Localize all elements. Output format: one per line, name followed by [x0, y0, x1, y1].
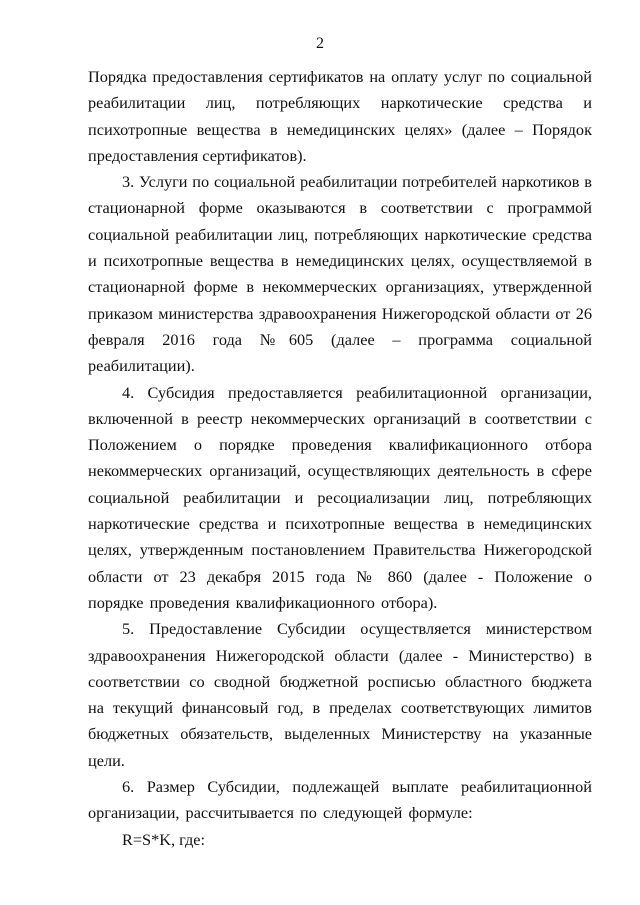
paragraph-5: 5. Предоставление Субсидии осуществляется министерством здравоохранения Нижегородской области (далее - Министерство) в соответствии со сводной бюджетной росписью областного бюджета на текущий финансовый год, в пределах соответствующих лимитов бюджетных обязательств, выделенных Министерству на указанные цели.	[88, 619, 592, 770]
paragraph-3: 3. Услуги по социальной реабилитации потребителей наркотиков в стационарной форме оказываются в соответствии с программой социальной реабилитации лиц, потребляющих наркотические средства и психотропные вещества в немедицинских целях, осуществляемой в стационарной форме в некоммерческих организациях, утвержденной приказом министерства здравоохранения Нижегородской области от 26 февраля 2016 года №605 (далее – программа социальной реабилитации).	[88, 172, 592, 376]
page-number: 2	[316, 35, 324, 52]
formula-line: R=S*K, где:	[122, 829, 206, 849]
paragraph-6: 6. Размер Субсидии, подлежащей выплате реабилитационной организации, рассчитывается по следующей формуле:	[88, 777, 592, 823]
paragraph-4: 4. Субсидия предоставляется реабилитационной организации, включенной в реестр некоммерческих организаций в соответствии с Положением о порядке проведения квалификационного отбора некоммерческих организаций, осуществляющих деятельность в сфере социальной реабилитации и ресоциализации лиц, потребляющих наркотические средства и психотропные вещества в немедицинских целях, утвержденным постановлением Правительства Нижегородской области от 23 декабря 2015 года № 860 (далее - Положение о порядке проведения квалификационного отбора).	[88, 382, 592, 612]
paragraph-continuation: Порядка предоставления сертификатов на оплату услуг по социальной реабилитации лиц, потребляющих наркотические средства и психотропные вещества в немедицинских целях» (далее – Порядок предоставления сертификатов).	[88, 67, 592, 165]
document-body	[88, 64, 592, 853]
